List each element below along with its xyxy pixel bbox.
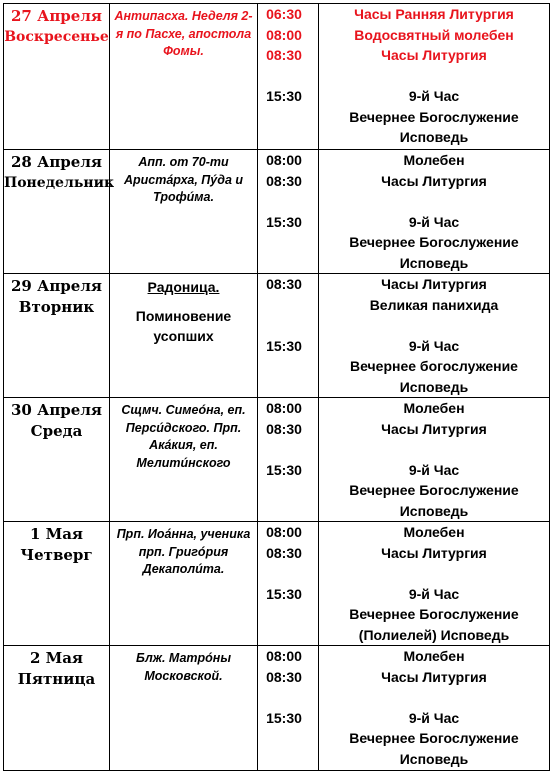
- times-cell: [258, 522, 319, 646]
- service-name: Часы Литургия: [381, 544, 487, 561]
- times-cell: [258, 398, 319, 522]
- service-name: Вечернее Богослужение: [349, 108, 519, 125]
- spacer: [319, 191, 549, 212]
- weekday-label: Вторник: [18, 298, 95, 316]
- service-name: Часы Литургия: [381, 172, 487, 189]
- spacer: [258, 66, 318, 87]
- spacer: [258, 315, 318, 336]
- service-name: 9-й Час: [408, 709, 460, 726]
- time-line: [258, 708, 318, 729]
- service-time: 06:30: [266, 6, 302, 22]
- day-cell: [4, 522, 110, 646]
- service-name: Вечернее богослужение: [350, 358, 518, 374]
- services-cell: [319, 398, 550, 522]
- time-line: [258, 419, 318, 440]
- service-name: (Полиелей) Исповедь: [358, 626, 510, 643]
- day-cell: [4, 150, 115, 274]
- service-name: Часы Ранняя Литургия: [354, 6, 514, 22]
- feast-cell: [110, 646, 258, 771]
- feast-text: Сщмч. Симеóна, еп. Персúдского. Прп. Акáкия, еп. Мелитúнского: [121, 403, 246, 470]
- services-cell: [319, 646, 550, 771]
- feast-title: Радоница.: [147, 279, 220, 295]
- weekday-label: Четверг: [20, 546, 93, 564]
- schedule-row: [4, 150, 550, 274]
- spacer: [319, 66, 549, 87]
- spacer: [258, 295, 318, 316]
- day-cell: [4, 4, 110, 150]
- spacer: [319, 315, 549, 336]
- schedule-row: [4, 646, 550, 771]
- services-cell: [319, 4, 550, 150]
- time-line: [258, 86, 318, 107]
- weekday-label: Пятница: [17, 670, 96, 688]
- service-name: 9-й Час: [408, 461, 460, 478]
- day-cell: [4, 398, 110, 522]
- date-label: 28 Апреля: [11, 153, 102, 171]
- service-name: Исповедь: [399, 254, 469, 271]
- spacer: [258, 439, 318, 460]
- time-line: [258, 150, 318, 171]
- service-name: Часы Литургия: [381, 668, 487, 685]
- times-cell: [258, 646, 319, 771]
- spacer: [319, 439, 549, 460]
- service-name: Вечернее Богослужение: [349, 482, 519, 498]
- feast-text: Антипасха. Неделя 2-я по Пасхе, апостола Фомы.: [114, 9, 253, 58]
- service-time: 15:30: [266, 337, 302, 354]
- time-line: [258, 4, 318, 25]
- spacer: [319, 687, 549, 708]
- feast-text: Блж. Матрóны Московской.: [135, 651, 232, 683]
- service-name: Исповедь: [399, 750, 469, 767]
- service-time: 08:00: [266, 400, 302, 416]
- service-time: 15:30: [266, 709, 302, 726]
- time-line: [258, 543, 318, 564]
- service-name: Великая панихида: [369, 296, 499, 313]
- feast-cell: [110, 398, 258, 522]
- service-name: 9-й Час: [408, 88, 460, 104]
- service-time: 08:30: [266, 47, 302, 63]
- service-time: 08:00: [266, 524, 302, 540]
- service-time: 08:30: [266, 276, 302, 292]
- service-name: Вечернее Богослужение: [349, 730, 519, 746]
- weekday-label: Воскресенье: [4, 29, 109, 45]
- service-name: Часы Литургия: [381, 47, 487, 63]
- service-time: 08:00: [266, 26, 302, 43]
- spacer: [258, 687, 318, 708]
- service-name: Молебен: [403, 648, 465, 664]
- day-cell: [4, 274, 110, 398]
- time-line: [258, 398, 318, 419]
- time-line: [258, 522, 318, 543]
- time-line: [258, 460, 318, 481]
- time-line: [258, 584, 318, 605]
- day-cell: [4, 646, 110, 771]
- spacer: [319, 563, 549, 584]
- feast-cell: [110, 522, 258, 646]
- date-label: 30 Апреля: [11, 401, 102, 419]
- time-line: [258, 45, 318, 66]
- service-time: 08:30: [266, 544, 302, 561]
- weekday-label: Среда: [30, 422, 83, 440]
- times-cell: [258, 274, 319, 398]
- service-name: Исповедь: [399, 378, 469, 395]
- services-cell: [319, 150, 550, 274]
- service-name: Молебен: [403, 152, 465, 168]
- date-label: 29 Апреля: [11, 277, 102, 295]
- service-time: 15:30: [266, 585, 302, 602]
- service-name: Часы Литургия: [381, 420, 487, 437]
- feast-cell: [110, 150, 258, 274]
- service-time: 08:00: [266, 152, 302, 168]
- schedule-body: [4, 4, 550, 771]
- time-line: [258, 171, 318, 192]
- feast-cell: [110, 4, 258, 150]
- date-label: 1 Мая: [29, 525, 84, 543]
- weekday-label: Понедельник: [4, 175, 115, 191]
- service-name: Исповедь: [399, 502, 469, 519]
- service-name: Часы Литургия: [381, 276, 487, 292]
- service-time: 08:30: [266, 172, 302, 189]
- service-name: Молебен: [403, 524, 465, 540]
- time-line: [258, 212, 318, 233]
- schedule-table: [3, 3, 550, 771]
- times-cell: [258, 4, 319, 150]
- service-time: 08:00: [266, 648, 302, 664]
- service-name: Вечернее Богослужение: [349, 234, 519, 250]
- service-time: 15:30: [266, 88, 302, 104]
- services-cell: [319, 274, 550, 398]
- feast-cell: [110, 274, 258, 398]
- times-cell: [258, 150, 319, 274]
- time-line: [258, 336, 318, 357]
- time-line: [258, 274, 318, 295]
- feast-text: Прп. Иоáнна, ученика прп. Григóрия Декаполúта.: [116, 527, 251, 576]
- spacer: [258, 563, 318, 584]
- date-label: 2 Мая: [29, 649, 84, 667]
- service-time: 15:30: [266, 461, 302, 478]
- feast-subtitle: Поминовение усопших: [135, 308, 232, 344]
- service-name: Молебен: [403, 400, 465, 416]
- time-line: [258, 646, 318, 667]
- services-cell: [319, 522, 550, 646]
- schedule-row: [4, 4, 550, 150]
- schedule-row: [4, 522, 550, 646]
- service-time: 15:30: [266, 213, 302, 230]
- time-line: [258, 667, 318, 688]
- spacer: [258, 191, 318, 212]
- service-name: Водосвятный молебен: [354, 26, 514, 43]
- schedule-row: [4, 274, 550, 398]
- service-name: 9-й Час: [408, 337, 460, 354]
- service-name: Вечернее Богослужение: [349, 606, 519, 622]
- service-name: 9-й Час: [408, 213, 460, 230]
- date-label: 27 Апреля: [11, 7, 102, 25]
- time-line: [258, 25, 318, 46]
- schedule-row: [4, 398, 550, 522]
- service-name: 9-й Час: [408, 585, 460, 602]
- service-name: Исповедь: [399, 129, 469, 145]
- service-time: 08:30: [266, 420, 302, 437]
- feast-text: Апп. от 70-ти Аристáрха, Пýда и Трофúма.: [123, 155, 244, 204]
- service-time: 08:30: [266, 668, 302, 685]
